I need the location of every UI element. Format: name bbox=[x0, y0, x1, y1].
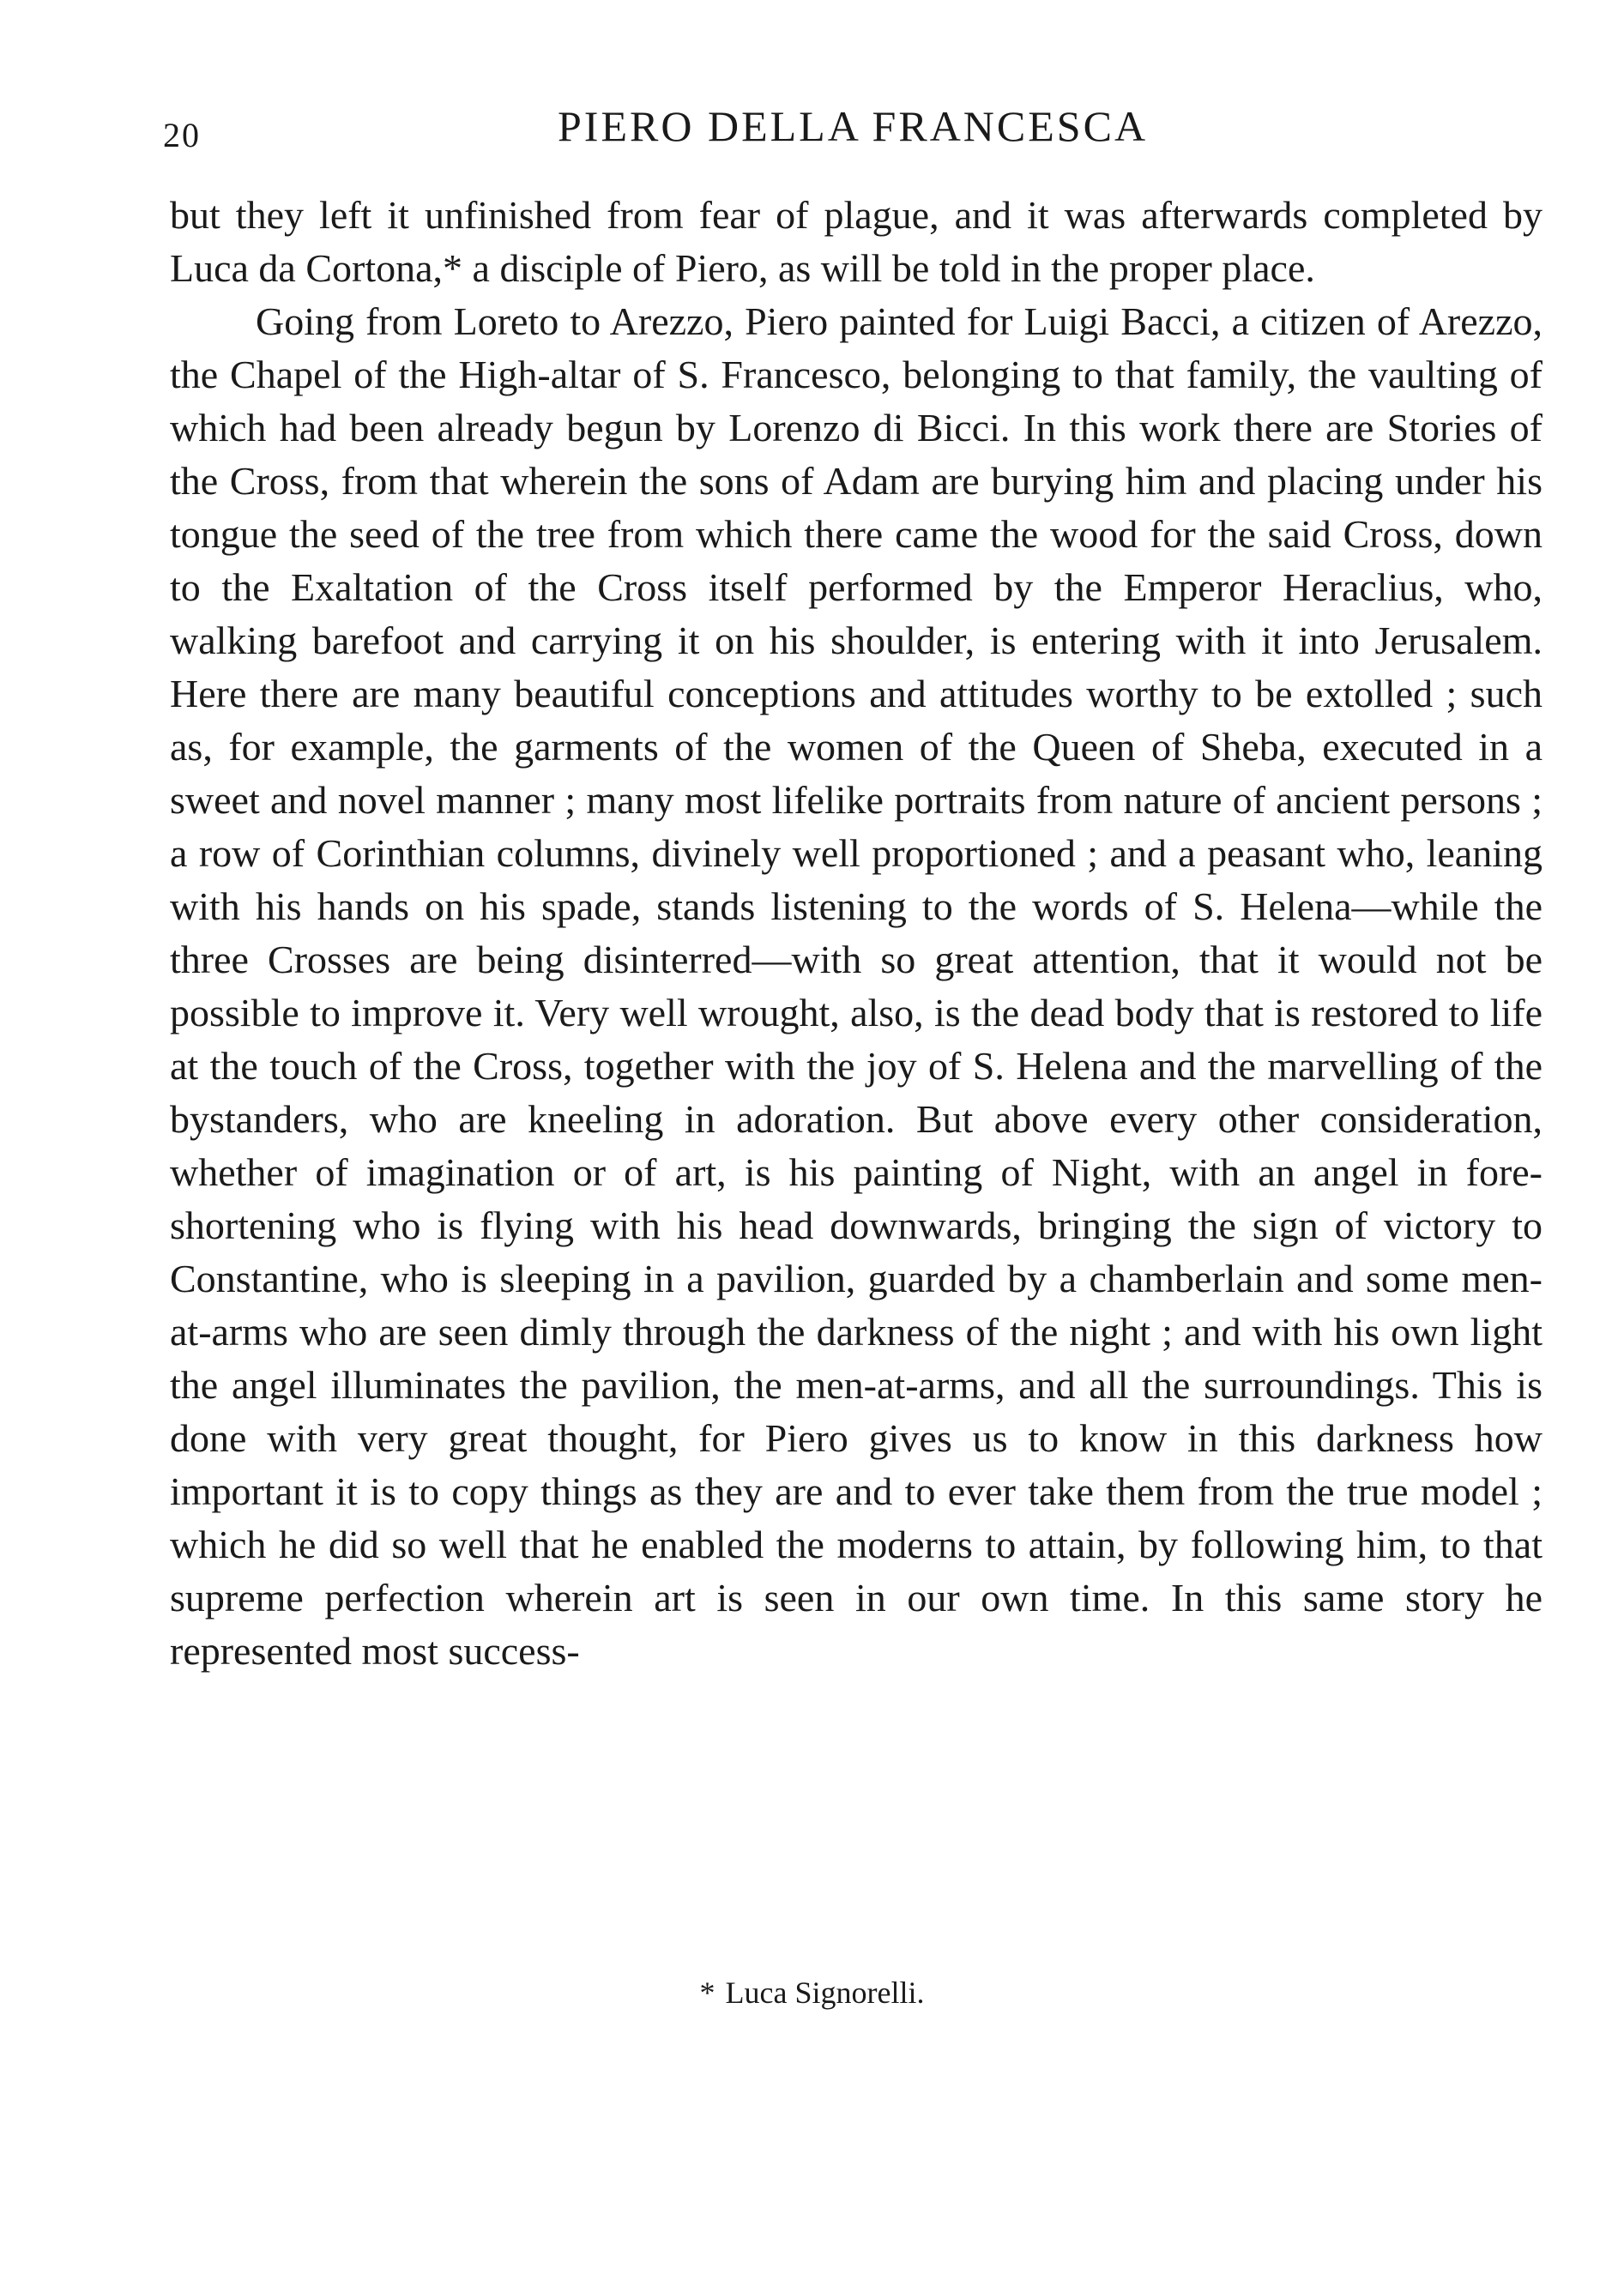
paragraph-arezzo-chapel: Going from Loreto to Arezzo, Piero painted for Luigi Bacci, a citizen of Arezzo, the Chapel of the High-altar of S. Francesco, belonging to that family, the vaulting of which had been already begun by Lorenzo di Bicci. In this work there are Stories of the Cross, from that wherein the sons of Adam are burying him and placing under his tongue the seed of the tree from which there came the wood for the said Cross, down to the Exaltation of the Cross itself performed by the Emperor Heraclius, who, walking barefoot and carrying it on his shoulder, is entering with it into Jerusalem. Here there are many beautiful conceptions and attitudes worthy to be extolled ; such as, for example, the garments of the women of the Queen of Sheba, executed in a sweet and novel manner ; many most lifelike portraits from nature of ancient persons ; a row of Corinthian columns, divinely well proportioned ; and a peasant who, leaning with his hands on his spade, stands listening to the words of S. Helena—while the three Crosses are being disinterred—with so great attention, that it would not be possible to improve it. Very well wrought, also, is the dead body that is restored to life at the touch of the Cross, together with the joy of S. Helena and the marvelling of the bystanders, who are kneeling in adoration. But above every other consideration, whether of imagination or of art, is his painting of Night, with an angel in fore-shortening who is flying with his head downwards, bringing the sign of victory to Constantine, who is sleeping in a pavilion, guarded by a chamberlain and some men-at-arms who are seen dimly through the darkness of the night ; and with his own light the angel illuminates the pavilion, the men-at-arms, and all the surroundings. This is done with very great thought, for Piero gives us to know in this darkness how important it is to copy things as they are and to ever take them from the true model ; which he did so well that he enabled the moderns to attain, by following him, to that supreme perfection wherein art is seen in our own time. In this same story he represented most success- bbox=[170, 299, 1542, 1673]
footnote-text: Luca Signorelli. bbox=[725, 1975, 925, 2010]
footnote bbox=[0, 1975, 1624, 2011]
footnote-marker: * bbox=[699, 1975, 715, 2010]
running-head bbox=[163, 101, 1553, 161]
running-title: PIERO DELLA FRANCESCA bbox=[558, 102, 1149, 150]
body-text bbox=[170, 189, 1542, 1678]
page-number: 20 bbox=[163, 116, 201, 154]
paragraph-continuation: but they left it unfinished from fear of plague, and it was afterwards completed by Luca da Cortona,* a disciple of Piero, as will be told in the proper place. bbox=[170, 193, 1542, 290]
